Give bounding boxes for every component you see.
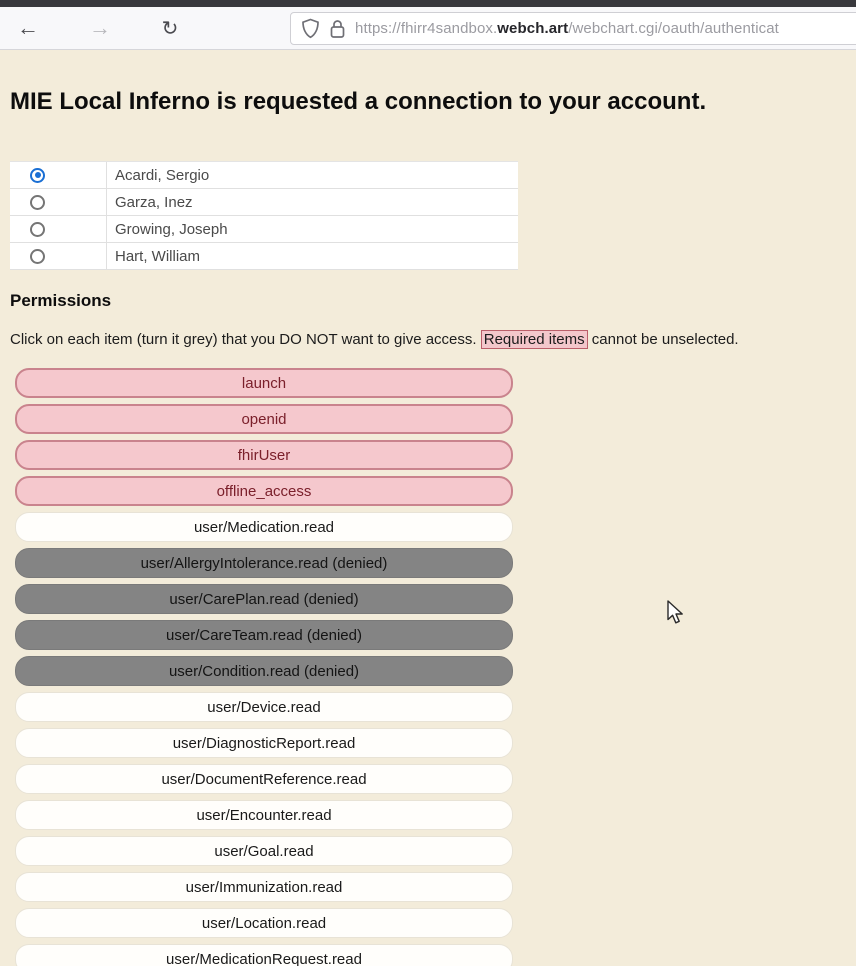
permissions-heading: Permissions [10, 291, 112, 310]
patient-name: Hart, William [115, 247, 200, 265]
scope-button[interactable]: user/Condition.read (denied) [15, 656, 513, 686]
radio-icon[interactable] [30, 168, 45, 183]
url-bar[interactable] [290, 12, 856, 45]
patient-row[interactable] [10, 243, 518, 270]
page-title: MIE Local Inferno is requested a connection to your account. [10, 88, 707, 115]
scope-button[interactable]: user/CarePlan.read (denied) [15, 584, 513, 614]
patient-row[interactable] [10, 189, 518, 216]
patient-select-table [10, 161, 518, 270]
scope-button[interactable]: user/AllergyIntolerance.read (denied) [15, 548, 513, 578]
radio-icon[interactable] [30, 222, 45, 237]
scope-button[interactable]: launch [15, 368, 513, 398]
scope-button[interactable]: user/Goal.read [15, 836, 513, 866]
url-text: https://fhirr4sandbox.webch.art/webchart.cgi/oauth/authenticat [355, 20, 779, 37]
scope-button[interactable]: user/Encounter.read [15, 800, 513, 830]
patient-name: Growing, Joseph [115, 220, 228, 238]
patient-row[interactable] [10, 216, 518, 243]
scope-button[interactable]: user/Location.read [15, 908, 513, 938]
scope-button[interactable]: user/Medication.read [15, 512, 513, 542]
reload-button[interactable]: ↻ [161, 17, 179, 40]
scope-button[interactable]: user/Immunization.read [15, 872, 513, 902]
mouse-cursor [666, 600, 688, 626]
scope-button[interactable]: openid [15, 404, 513, 434]
back-button[interactable]: ← [17, 15, 39, 40]
scope-button[interactable]: user/CareTeam.read (denied) [15, 620, 513, 650]
forward-button[interactable]: → [89, 15, 111, 40]
required-items-highlight: Required items [481, 330, 588, 349]
scope-button[interactable]: user/Device.read [15, 692, 513, 722]
scope-button[interactable]: user/DiagnosticReport.read [15, 728, 513, 758]
radio-icon[interactable] [30, 195, 45, 210]
window-titlebar-strip [0, 0, 856, 7]
instruction-text: Click on each item (turn it grey) that you DO NOT want to give access. Required items cannot be unselected. [10, 331, 739, 348]
scope-button[interactable]: offline_access [15, 476, 513, 506]
patient-name: Garza, Inez [115, 193, 193, 211]
scope-button[interactable]: user/MedicationRequest.read [15, 944, 513, 966]
lock-icon[interactable] [330, 19, 345, 39]
radio-icon[interactable] [30, 249, 45, 264]
shield-icon[interactable] [301, 18, 320, 39]
patient-row[interactable] [10, 162, 518, 189]
scope-list [15, 368, 513, 966]
patient-name: Acardi, Sergio [115, 166, 210, 184]
scope-button[interactable]: fhirUser [15, 440, 513, 470]
scope-button[interactable]: user/DocumentReference.read [15, 764, 513, 794]
